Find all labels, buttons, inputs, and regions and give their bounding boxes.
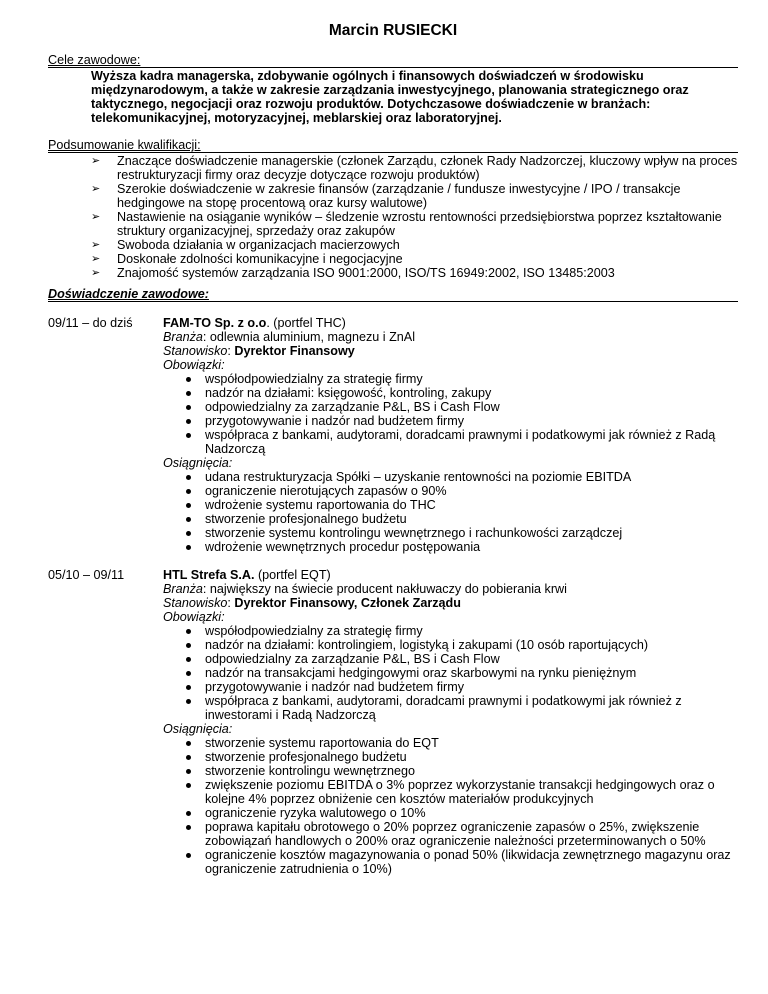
duty-text: współodpowiedzialny za strategię firmy <box>205 624 423 638</box>
job-company-suffix: . (portfel THC) <box>266 316 346 330</box>
achievement-item <box>163 736 738 750</box>
bullet-dot-icon <box>186 811 191 816</box>
summary-title: Podsumowanie kwalifikacji: <box>48 139 738 153</box>
bullet-dot-icon <box>186 517 191 522</box>
job-company-line <box>163 568 738 582</box>
job-entry <box>48 568 738 876</box>
job-dates: 05/10 – 09/11 <box>48 568 125 582</box>
duties-label: Obowiązki: <box>163 610 225 624</box>
arrow-bullet-icon: ➢ <box>91 183 101 195</box>
experience-title: Doświadczenie zawodowe: <box>48 288 738 302</box>
industry-value: : odlewnia aluminium, magnezu i ZnAl <box>202 330 416 344</box>
achievement-text: udana restrukturyzacja Spółki – uzyskanie rentowności na poziomie EBITDA <box>205 470 632 484</box>
duty-text: przygotowywanie i nadzór nad budżetem firmy <box>205 414 464 428</box>
duties-list <box>163 624 738 722</box>
duty-text: odpowiedzialny za zarządzanie P&L, BS i Cash Flow <box>205 652 500 666</box>
achievement-item <box>163 498 738 512</box>
job-position <box>163 344 738 358</box>
arrow-bullet-icon: ➢ <box>91 211 101 223</box>
duty-item <box>163 694 738 722</box>
arrow-bullet-icon: ➢ <box>91 253 101 265</box>
summary-item <box>48 182 738 210</box>
duty-text: nadzór na działami: księgowość, kontroling, zakupy <box>205 386 492 400</box>
duty-item <box>163 624 738 638</box>
cv-page <box>48 22 738 876</box>
bullet-dot-icon <box>186 769 191 774</box>
achievement-item <box>163 750 738 764</box>
summary-item-text: Znaczące doświadczenie managerskie (członek Zarządu, członek Rady Nadzorczej, kluczowy wpływ na proces restrukturyzacji firmy oraz decyzje dotyczące rozwoju produktów) <box>117 154 738 182</box>
job-body <box>163 568 738 876</box>
bullet-dot-icon <box>186 699 191 704</box>
achievement-text: ograniczenie ryzyka walutowego o 10% <box>205 806 426 820</box>
duties-list <box>163 372 738 456</box>
achievements-label: Osiągnięcia: <box>163 722 233 736</box>
summary-item-text: Swoboda działania w organizacjach macierzowych <box>117 238 400 252</box>
achievement-item <box>163 470 738 484</box>
job-industry <box>163 330 738 344</box>
achievement-text: stworzenie systemu raportowania do EQT <box>205 736 439 750</box>
job-position <box>163 596 738 610</box>
position-colon: : <box>227 344 235 358</box>
summary-item-text: Doskonałe zdolności komunikacyjne i negocjacyjne <box>117 252 403 266</box>
achievements-list <box>163 736 738 876</box>
duty-item <box>163 414 738 428</box>
duty-item <box>163 372 738 386</box>
achievements-list <box>163 470 738 554</box>
duty-item <box>163 666 738 680</box>
arrow-bullet-icon: ➢ <box>91 267 101 279</box>
duty-text: współpraca z bankami, audytorami, doradcami prawnymi i podatkowymi jak również z Radą Nadzorczą <box>205 428 716 456</box>
bullet-dot-icon <box>186 853 191 858</box>
duty-item <box>163 428 738 456</box>
job-entry <box>48 316 738 554</box>
achievement-text: stworzenie profesjonalnego budżetu <box>205 512 407 526</box>
industry-value: : największy na świecie producent nakłuwaczy do pobierania krwi <box>202 582 567 596</box>
duty-text: przygotowywanie i nadzór nad budżetem firmy <box>205 680 464 694</box>
achievements-label: Osiągnięcia: <box>163 456 233 470</box>
position-label: Stanowisko <box>163 596 228 610</box>
bullet-dot-icon <box>186 643 191 648</box>
bullet-dot-icon <box>186 755 191 760</box>
bullet-dot-icon <box>186 685 191 690</box>
candidate-name: Marcin RUSIECKI <box>328 22 458 39</box>
arrow-bullet-icon: ➢ <box>91 239 101 251</box>
summary-item <box>48 252 738 266</box>
duty-item <box>163 652 738 666</box>
duty-text: współpraca z bankami, audytorami, doradcami prawnymi i podatkowymi jak również z inwestorami i Radą Nadzorczą <box>205 694 682 722</box>
position-value: Dyrektor Finansowy, Członek Zarządu <box>234 596 461 610</box>
duty-text: nadzór na działami: kontrolingiem, logistyką i zakupami (10 osób raportujących) <box>205 638 649 652</box>
industry-label: Branża <box>163 582 203 596</box>
arrow-bullet-icon: ➢ <box>91 155 101 167</box>
bullet-dot-icon <box>186 503 191 508</box>
summary-item-text: Znajomość systemów zarządzania ISO 9001:2000, ISO/TS 16949:2002, ISO 13485:2003 <box>117 266 615 280</box>
bullet-dot-icon <box>186 489 191 494</box>
achievement-text: wdrożenie wewnętrznych procedur postępowania <box>205 540 481 554</box>
achievement-item <box>163 778 738 806</box>
duty-text: nadzór na transakcjami hedgingowymi oraz skarbowymi na rynku pieniężnym <box>205 666 637 680</box>
achievement-item <box>163 526 738 540</box>
duty-item <box>163 638 738 652</box>
position-colon: : <box>227 596 235 610</box>
summary-item <box>48 266 738 280</box>
achievement-text: zwiększenie poziomu EBITDA o 3% poprzez wykorzystanie transakcji hedgingowych oraz o kolejne 4% poprzez obniżenie cen kosztów materiałów produkcyjnych <box>205 778 715 806</box>
jobs-list <box>48 316 738 876</box>
achievement-text: wdrożenie systemu raportowania do THC <box>205 498 436 512</box>
position-value: Dyrektor Finansowy <box>234 344 355 358</box>
achievement-text: ograniczenie nierotujących zapasów o 90% <box>205 484 447 498</box>
job-company-line <box>163 316 738 330</box>
achievement-item <box>163 820 738 848</box>
position-label: Stanowisko <box>163 344 228 358</box>
bullet-dot-icon <box>186 783 191 788</box>
bullet-dot-icon <box>186 433 191 438</box>
bullet-dot-icon <box>186 419 191 424</box>
job-company-suffix: (portfel EQT) <box>254 568 331 582</box>
summary-item-text: Nastawienie na osiąganie wyników – śledzenie wzrostu rentowności przedsiębiorstwa poprzez kształtowanie struktury organizacyjnej, sprzedaży oraz zakupów <box>117 210 722 238</box>
goals-title: Cele zawodowe: <box>48 54 738 68</box>
goals-text: Wyższa kadra managerska, zdobywanie ogólnych i finansowych doświadczeń w środowisku międzynarodowym, a także w zakresie zarządzania inwestycyjnego, planowania strategicznego oraz taktycznego, negocjacji oraz rozwoju produktów. Dotychczasowe doświadczenie w branżach: telekomunikacyjnej, motoryzacyjnej, meblarskiej oraz laboratoryjnej. <box>91 69 689 125</box>
duty-text: odpowiedzialny za zarządzanie P&L, BS i Cash Flow <box>205 400 500 414</box>
summary-item <box>48 154 738 182</box>
achievement-item <box>163 806 738 820</box>
bullet-dot-icon <box>186 377 191 382</box>
bullet-dot-icon <box>186 629 191 634</box>
summary-item <box>48 210 738 238</box>
duty-item <box>163 386 738 400</box>
job-company: FAM-TO Sp. z o.o <box>163 316 267 330</box>
bullet-dot-icon <box>186 671 191 676</box>
achievement-text: poprawa kapitału obrotowego o 20% poprzez ograniczenie zapasów o 25%, zwiększenie zobowiązań handlowych o 200% oraz ograniczenie należności przeterminowanych o 50% <box>205 820 706 848</box>
goals-section <box>48 54 738 125</box>
bullet-dot-icon <box>186 741 191 746</box>
duty-text: współodpowiedzialny za strategię firmy <box>205 372 423 386</box>
achievement-item <box>163 484 738 498</box>
job-dates: 09/11 – do dziś <box>48 316 133 330</box>
achievement-text: ograniczenie kosztów magazynowania o ponad 50% (likwidacja zewnętrznego magazynu oraz ograniczenie zatrudnienia o 10%) <box>205 848 731 876</box>
bullet-dot-icon <box>186 475 191 480</box>
achievement-text: stworzenie systemu kontrolingu wewnętrznego i rachunkowości zarządczej <box>205 526 623 540</box>
achievement-item <box>163 848 738 876</box>
duty-item <box>163 400 738 414</box>
bullet-dot-icon <box>186 657 191 662</box>
achievement-text: stworzenie profesjonalnego budżetu <box>205 750 407 764</box>
bullet-dot-icon <box>186 825 191 830</box>
bullet-dot-icon <box>186 531 191 536</box>
summary-section <box>48 139 738 280</box>
duties-label: Obowiązki: <box>163 358 225 372</box>
industry-label: Branża <box>163 330 203 344</box>
summary-item-text: Szerokie doświadczenie w zakresie finansów (zarządzanie / fundusze inwestycyjne / IPO / transakcje hedgingowe na stopę procentową oraz kursy walutowe) <box>117 182 681 210</box>
summary-list <box>48 154 738 280</box>
job-body <box>163 316 738 554</box>
job-company: HTL Strefa S.A. <box>163 568 255 582</box>
bullet-dot-icon <box>186 545 191 550</box>
summary-item <box>48 238 738 252</box>
achievement-item <box>163 764 738 778</box>
bullet-dot-icon <box>186 391 191 396</box>
achievement-item <box>163 512 738 526</box>
achievement-item <box>163 540 738 554</box>
job-industry <box>163 582 738 596</box>
achievement-text: stworzenie kontrolingu wewnętrznego <box>205 764 416 778</box>
bullet-dot-icon <box>186 405 191 410</box>
duty-item <box>163 680 738 694</box>
